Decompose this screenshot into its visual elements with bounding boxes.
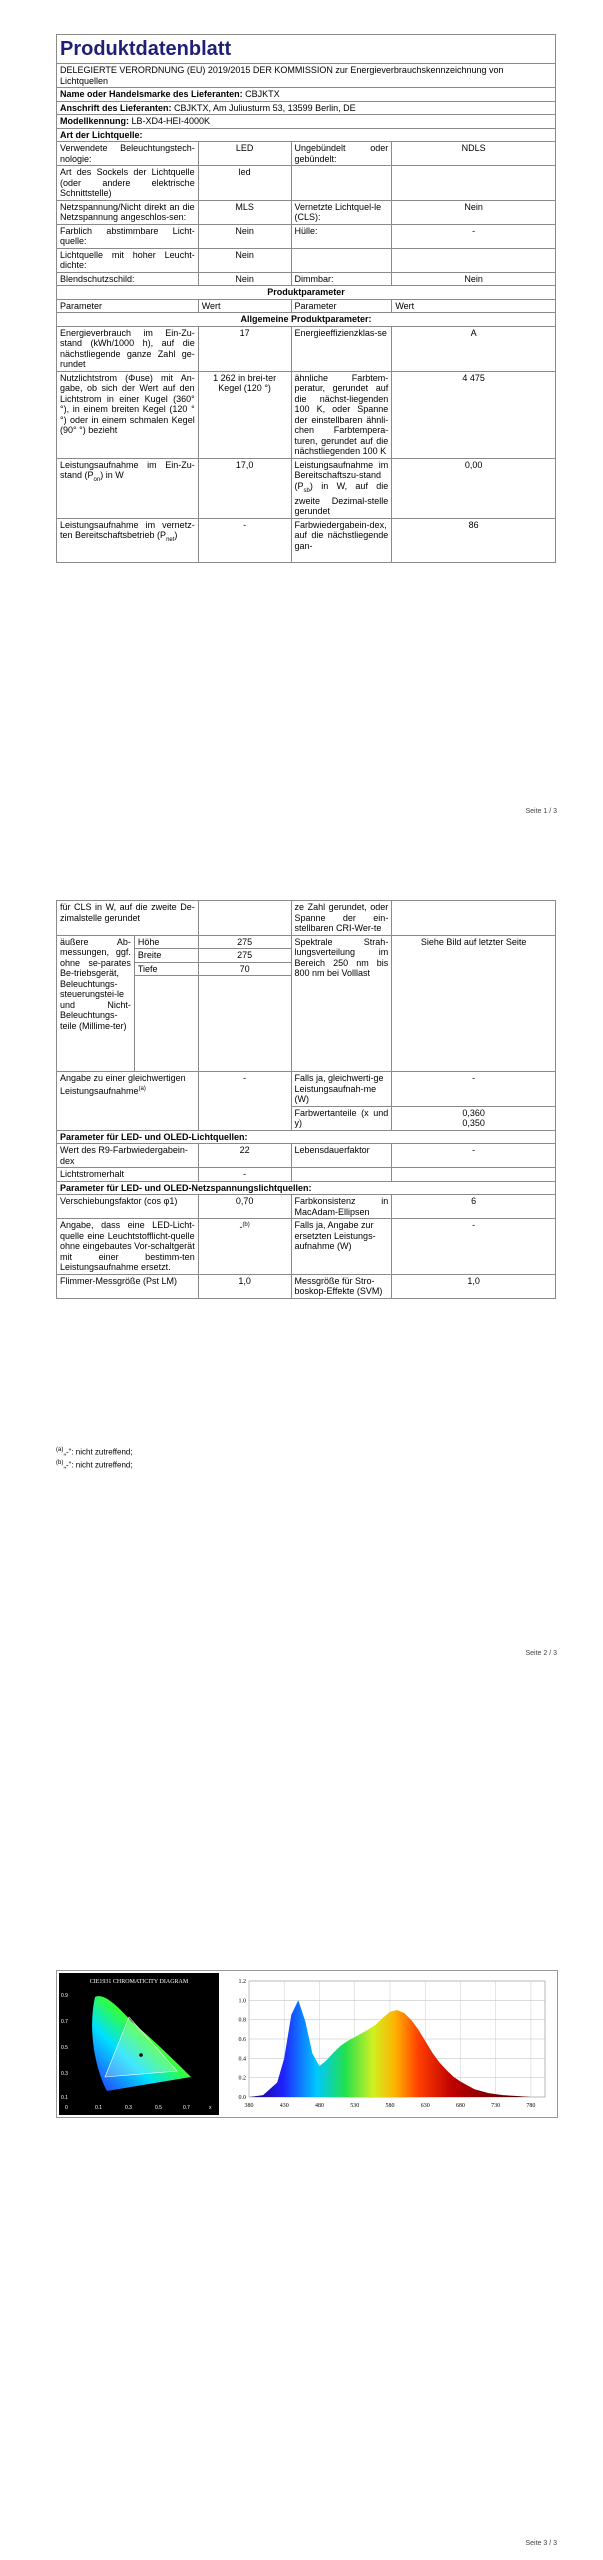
table-row: Blendschutzschild: Nein Dimmbar: Nein — [57, 272, 556, 286]
table-row: Leistungsaufnahme im Ein-Zu-stand $(P_{on})$ in W 17,0 Leistungsaufnahme im Bereitschaftszu-stand $(P_{sb})$ in W, auf die zweite Dezimal-stelle gerundet 0,00 — [57, 458, 556, 518]
footnote-a: $^{(a)}$„-“: nicht zutreffend; — [56, 1447, 133, 1457]
spectrum-y-tick: 0.2 — [238, 2075, 246, 2082]
cie-diagram — [59, 1973, 219, 2115]
cie-y-tick: 0.9 — [61, 1993, 68, 1999]
spectrum-y-tick: 0.8 — [238, 2017, 246, 2024]
table-row: Nutzlichtstrom (Φuse) mit An-gabe, ob sich der Wert auf den Lichtstrom in einer Kugel (360° °), in einem breiten Kegel (120 ° °) oder in einem schmalen Kegel (90° °) bezieht 1 262 in brei-ter Kegel (120 °) ähnliche Farbtem-peratur, gerundet auf die nächst-liegenden 100 K, oder Spanne der einstellbaren ähnli-chen Farbtempera-turen, gerundet auf die nächstliegenden 100 K 4 475 — [57, 371, 556, 458]
spectrum-x-tick: 430 — [279, 2103, 289, 2109]
cie-x-tick: 0.3 — [125, 2105, 132, 2111]
page-number: Seite 1 / 3 — [525, 808, 557, 815]
table-row: Art des Sockels der Lichtquelle (oder andere elektrische Schnittstelle) led — [57, 166, 556, 201]
page-1 — [0, 0, 603, 830]
page-number: Seite 2 / 3 — [525, 1650, 557, 1657]
supplier-name: CBJKTX — [245, 89, 280, 99]
table-row: Netzspannung/Nicht direkt an die Netzspannung angeschlos-sen: MLS Vernetzte Lichtquel-le (CLS): Nein — [57, 200, 556, 224]
datasheet-page-1 — [56, 34, 556, 563]
table-row: Angabe zu einer gleichwertigen Leistungsaufnahme$^{(a)}$ - Falls ja, gleichwerti-ge Leistungsaufnah-me (W) - — [57, 1072, 556, 1107]
cie-y-tick: 0.7 — [61, 2019, 68, 2025]
spectrum-y-tick: 0.4 — [238, 2056, 246, 2063]
general-parameters-heading: Allgemeine Produktparameter: — [57, 313, 556, 327]
spectrum-y-tick: 0.6 — [238, 2037, 246, 2043]
spectrum-x-tick: 780 — [526, 2103, 536, 2109]
page-2 — [0, 840, 603, 1685]
table-row: für CLS in W, auf die zweite De-zimalstelle gerundet ze Zahl gerundet, oder Spanne der ein-stellbaren CRI-Wer-te — [57, 901, 556, 936]
spectrum-y-tick: 1.2 — [238, 1979, 246, 1985]
light-type-heading: Art der Lichtquelle: — [57, 128, 556, 142]
cie-point — [139, 2053, 143, 2057]
cie-x-tick: 0 — [65, 2105, 68, 2111]
spectrum-x-tick: 380 — [244, 2103, 254, 2109]
charts-panel — [56, 1970, 558, 2118]
document-title: Produktdatenblatt — [57, 35, 556, 64]
cie-x-tick: x — [209, 2105, 212, 2111]
supplier-name-row: Name oder Handelsmarke des Lieferanten: CBJKTX — [57, 88, 556, 102]
page-number: Seite 3 / 3 — [525, 2540, 557, 2547]
regulation-text: DELEGIERTE VERORDNUNG (EU) 2019/2015 DER KOMMISSION zur Energieverbrauchskennzeichnung von Lichtquellen — [57, 64, 556, 88]
footnote-b: $^{(b)}$„-“: nicht zutreffend; — [56, 1460, 133, 1470]
cie-title: CIE1931 CHROMATICITY DIAGRAM — [89, 1979, 189, 1985]
spectrum-x-tick: 530 — [350, 2103, 360, 2109]
table-row: Wert des R9-Farbwiedergabein-dex 22 Lebensdauerfaktor - — [57, 1144, 556, 1168]
cie-y-tick: 0.3 — [61, 2071, 68, 2077]
page-3 — [0, 1690, 603, 2560]
cie-x-tick: 0.7 — [183, 2105, 190, 2111]
spectrum-x-tick: 480 — [314, 2103, 324, 2109]
table-row: Leistungsaufnahme im vernetz-ten Bereitschaftsbetrieb $(P_{net})$ - Farbwiedergabein-dex, auf die nächstliegende gan- 86 — [57, 518, 556, 562]
datasheet-page-2 — [56, 900, 556, 1299]
dimensions-label: äußere Ab-messungen, ggf. ohne se-parates Be-triebsgerät, Beleuchtungs-steuerungstei-le und Nicht-Beleuchtungs-teile (Millime-ter) — [57, 935, 135, 1072]
cie-y-tick: 0.1 — [61, 2095, 68, 2101]
table-row: Lichtstromerhalt - — [57, 1168, 556, 1182]
datasheet-table-2 — [56, 900, 556, 1299]
table-row: Farbwertanteile (x und y) 0,360 0,350 — [57, 1106, 556, 1130]
spectrum-y-tick: 0.0 — [238, 2095, 246, 2101]
column-header-row: Parameter Wert Parameter Wert — [57, 299, 556, 313]
model-id: LB-XD4-HEI-4000K — [131, 116, 211, 126]
led-mains-heading: Parameter für LED- und OLED-Netzspannungslichtquellen: — [57, 1181, 556, 1195]
datasheet-table-1 — [56, 34, 556, 563]
spectrum-chart — [227, 1973, 555, 2115]
table-row: Lichtquelle mit hoher Leucht-dichte: Nein — [57, 248, 556, 272]
cie-x-tick: 0.5 — [155, 2105, 162, 2111]
table-row: äußere Ab-messungen, ggf. ohne se-parates Be-triebsgerät, Beleuchtungs-steuerungstei-le und Nicht-Beleuchtungs-teile (Millime-ter) Höhe 275 Spektrale Strah-lungsverteilung im Bereich 250 nm bis 800 nm bei Volllast Siehe Bild auf letzter Seite — [57, 935, 556, 949]
table-row: Angabe, dass eine LED-Licht-quelle eine Leuchtstofflicht-quelle ohne eingebautes Vor-schaltgerät mit einer bestimm-ten Leistungsaufnahme ersetzt. -$^{(b)}$ Falls ja, Angabe zur ersetzten Leistungs-aufnahme (W) - — [57, 1219, 556, 1275]
table-row: Farblich abstimmbare Licht-quelle: Nein Hülle: - — [57, 224, 556, 248]
cie-x-tick: 0.1 — [95, 2105, 102, 2111]
supplier-address-row: Anschrift des Lieferanten: CBJKTX, Am Juliusturm 53, 13599 Berlin, DE — [57, 101, 556, 115]
spectrum-x-tick: 730 — [491, 2103, 501, 2109]
product-parameters-heading: Produktparameter — [57, 286, 556, 300]
spectrum-x-tick: 580 — [385, 2103, 395, 2109]
spectrum-x-tick: 630 — [420, 2103, 430, 2109]
spectrum-y-tick: 1.0 — [238, 1998, 246, 2005]
table-row: Breite 275 — [57, 949, 556, 963]
table-row: Flimmer-Messgröße (Pst LM) 1,0 Messgröße für Stro-boskop-Effekte (SVM) 1,0 — [57, 1274, 556, 1298]
table-row: Verschiebungsfaktor (cos φ1) 0,70 Farbkonsistenz in MacAdam-Ellipsen 6 — [57, 1195, 556, 1219]
model-row: Modellkennung: LB-XD4-HEI-4000K — [57, 115, 556, 129]
cie-y-tick: 0.5 — [61, 2045, 68, 2051]
table-row: Energieverbrauch im Ein-Zu-stand (kWh/1000 h), auf die nächstliegende ganze Zahl ge-rundet 17 Energieeffizienzklas-se A — [57, 326, 556, 371]
led-oled-heading: Parameter für LED- und OLED-Lichtquellen: — [57, 1130, 556, 1144]
spectrum-x-tick: 680 — [455, 2103, 465, 2109]
supplier-address: CBJKTX, Am Juliusturm 53, 13599 Berlin, DE — [174, 102, 356, 113]
table-row: Verwendete Beleuchtungstech-nologie: LED Ungebündelt oder gebündelt: NDLS — [57, 142, 556, 166]
table-row: Tiefe 70 — [57, 962, 556, 976]
